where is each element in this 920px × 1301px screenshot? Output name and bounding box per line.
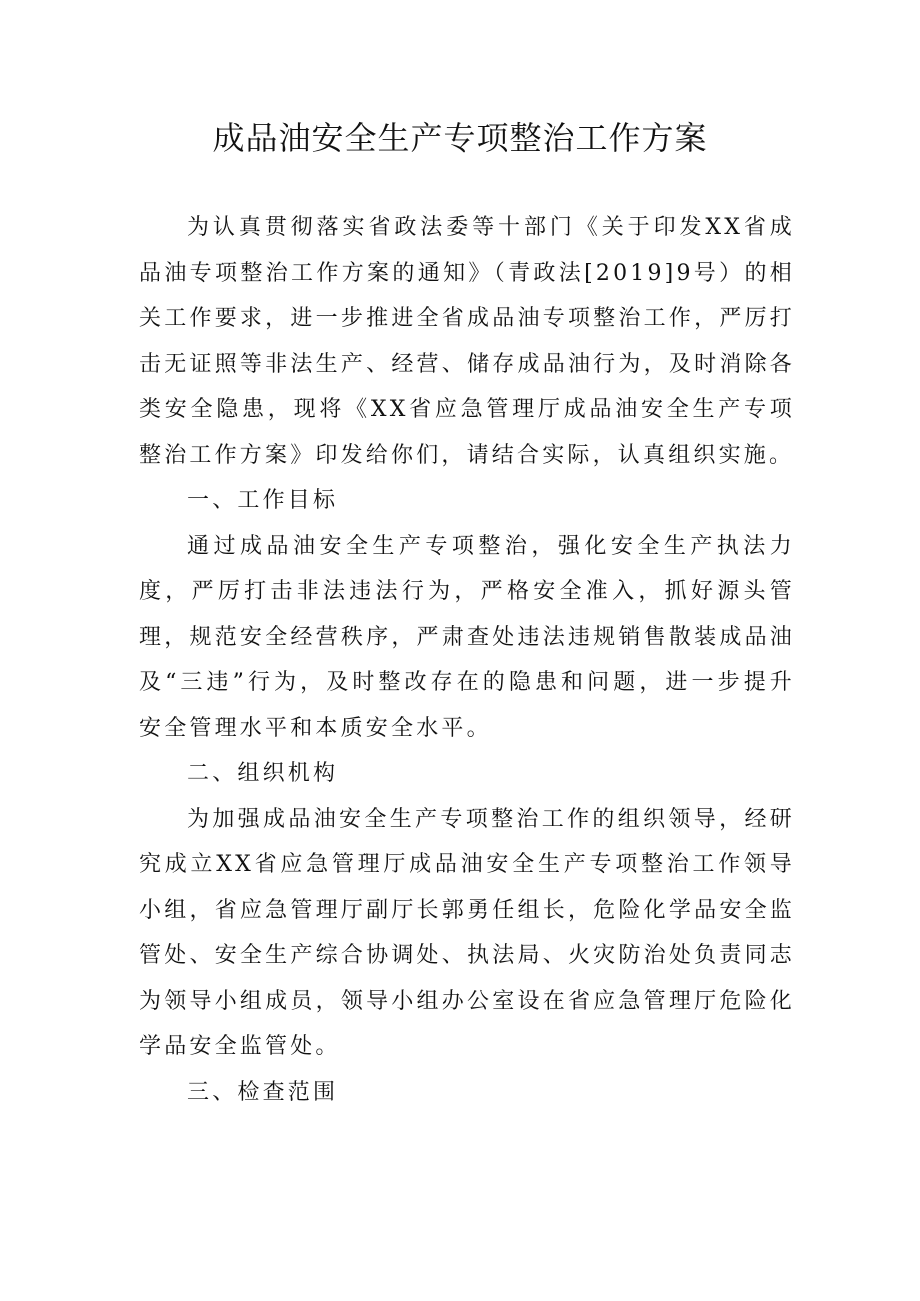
- section-heading-scope: 三、检查范围: [187, 1079, 339, 1105]
- section-heading-goals: 一、工作目标: [187, 488, 339, 513]
- section-paragraph-goals: 通过成品油安全生产专项整治，强化安全生产执法力度，严厉打击非法违法行为，严格安全准入，抓好源头管理，规范安全经营秩序，严肃查处违法违规销售散装成品油及“三违”行为，及时整改存在的隐患和问题，进一步提升安全管理水平和本质安全水平。: [139, 533, 795, 741]
- section-heading-organization: 二、组织机构: [187, 761, 339, 786]
- section-paragraph-organization: 为加强成品油安全生产专项整治工作的组织领导，经研究成立XX省应急管理厅成品油安全生产专项整治工作领导小组，省应急管理厅副厅长郭勇任组长，危险化学品安全监管处、安全生产综合协调处、执法局、火灾防治处负责同志为领导小组成员，领导小组办公室设在省应急管理厅危险化学品安全监管处。: [139, 806, 795, 1059]
- document-title: 成品油安全生产专项整治工作方案: [212, 119, 708, 157]
- intro-paragraph: 为认真贯彻落实省政法委等十部门《关于印发XX省成品油专项整治工作方案的通知》（青政法[2019]9号）的相关工作要求，进一步推进全省成品油专项整治工作，严厉打击无证照等非法生产、经营、储存成品油行为，及时消除各类安全隐患，现将《XX省应急管理厅成品油安全生产专项整治工作方案》印发给你们，请结合实际，认真组织实施。: [139, 215, 795, 468]
- document-body: [139, 205, 795, 1115]
